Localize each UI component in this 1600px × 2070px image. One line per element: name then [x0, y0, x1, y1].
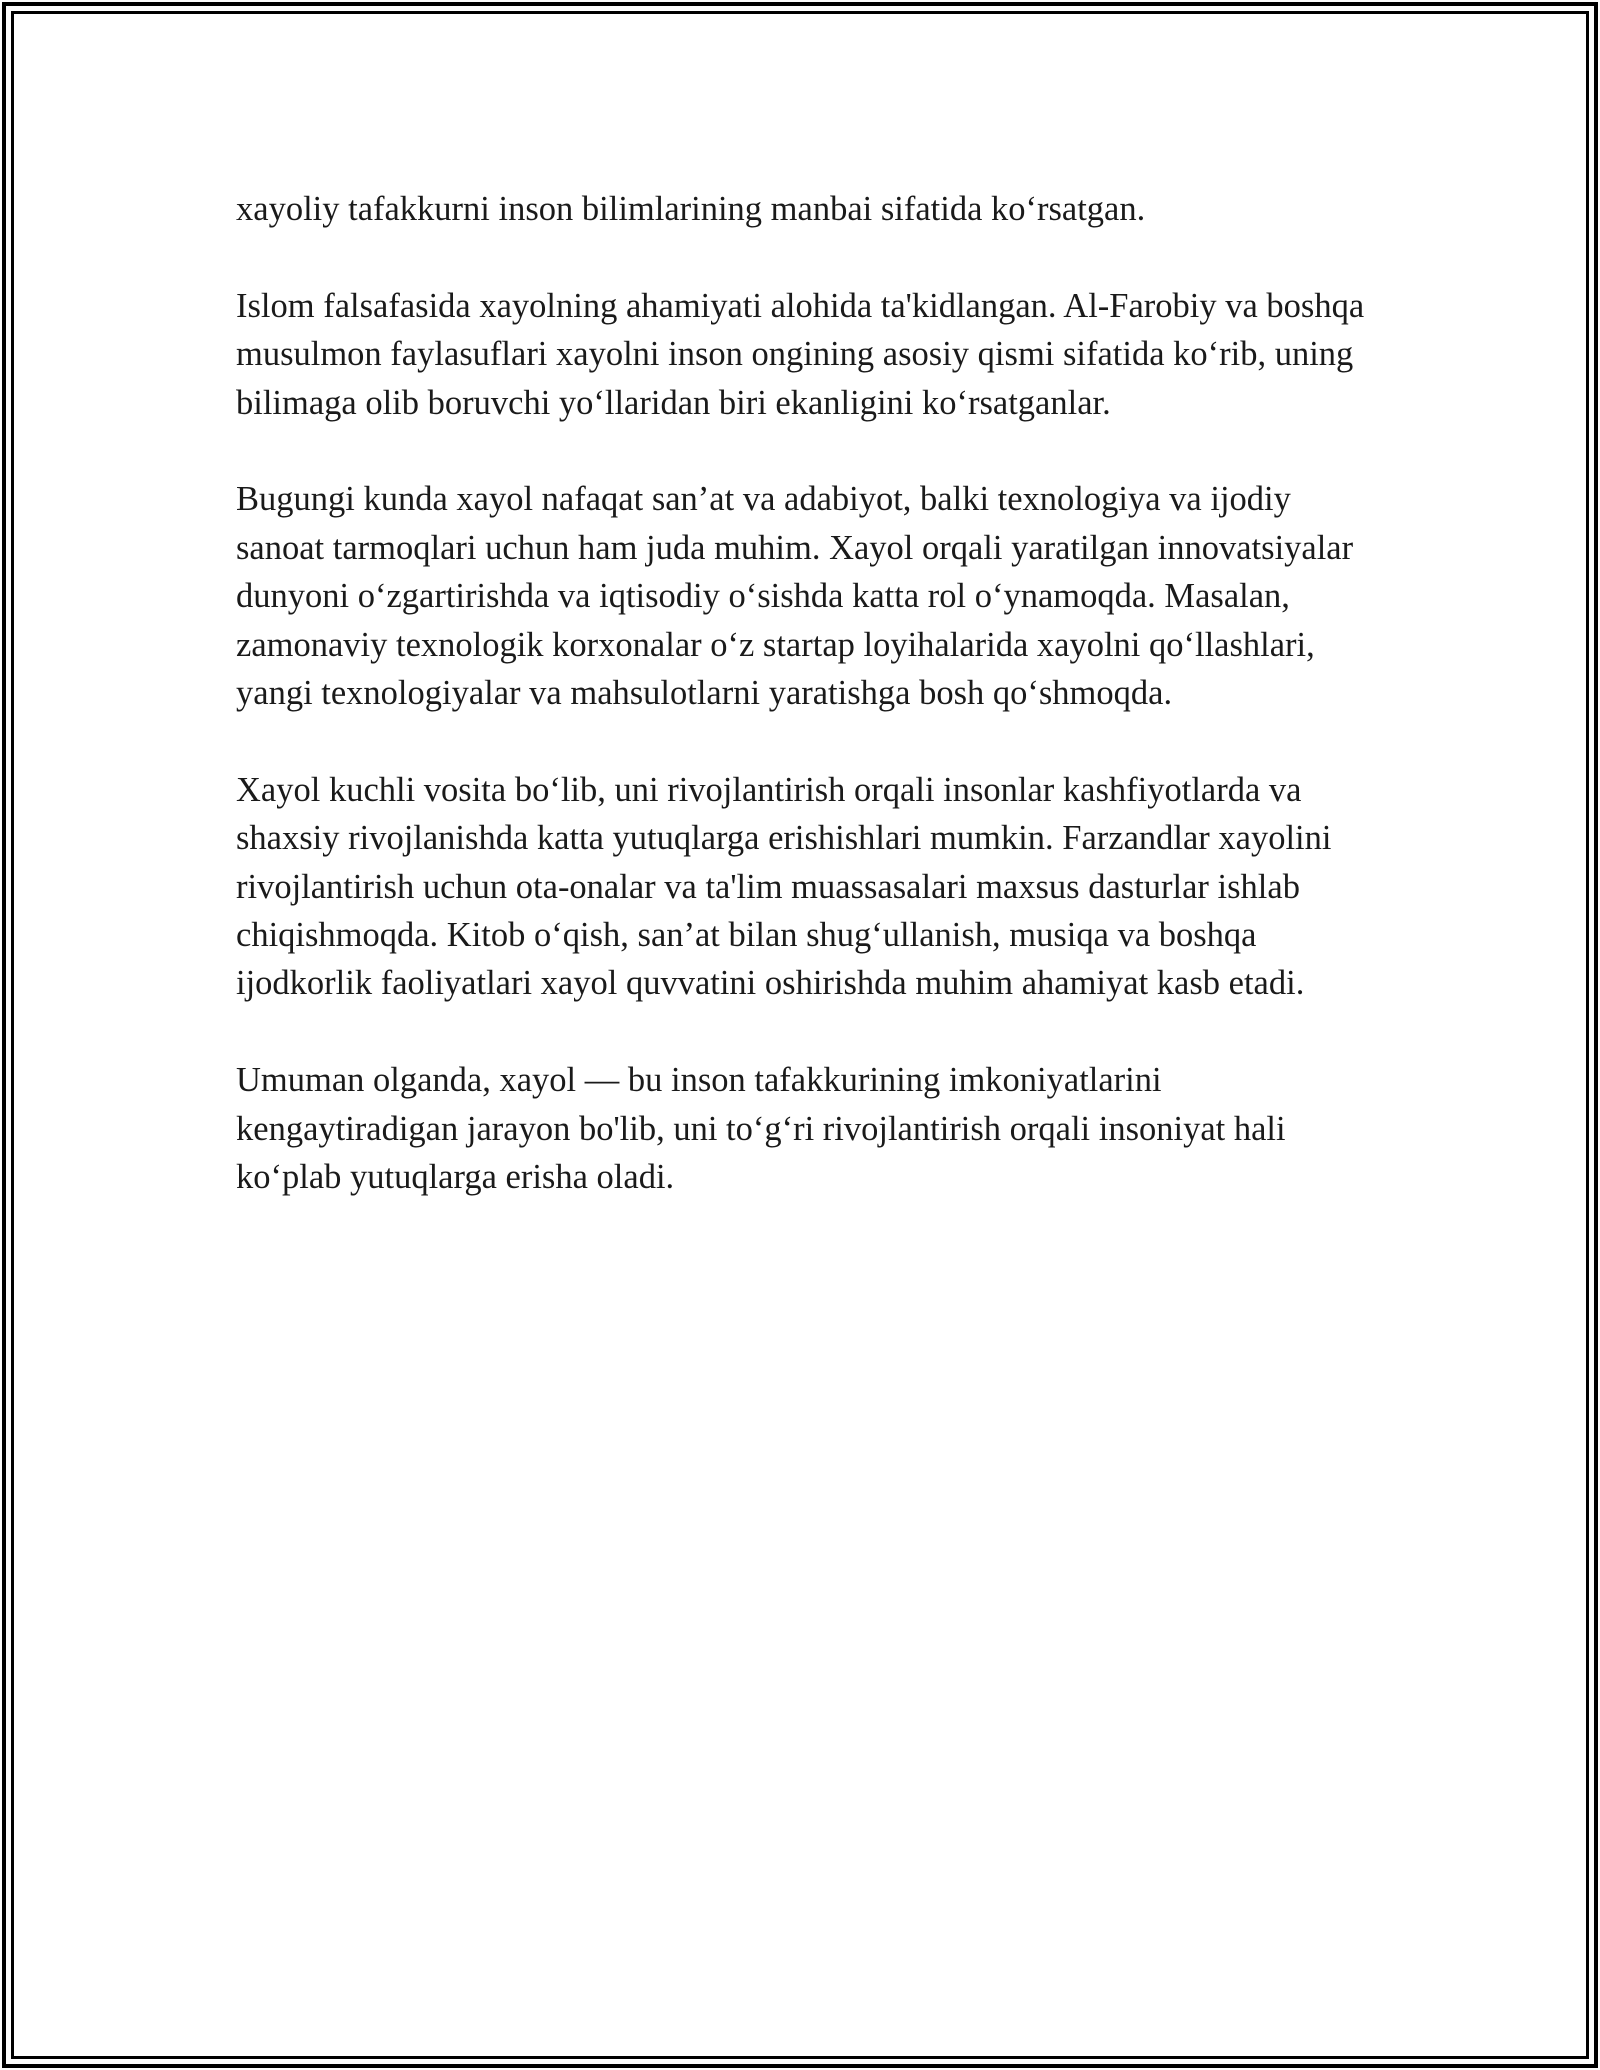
paragraph-5: Umuman olganda, xayol — bu inson tafakkurining imkoniyatlarini kengaytiradigan jarayon bo'lib, uni to‘g‘ri rivojlantirish orqali insoniyat hali ko‘plab yutuqlarga erisha oladi. [236, 1061, 1286, 1197]
paragraph-4: Xayol kuchli vosita bo‘lib, uni rivojlantirish orqali insonlar kashfiyotlarda va shaxsiy rivojlanishda katta yutuqlarga erishishlari mumkin. Farzandlar xayolini rivojlantirish uchun ota-onalar va ta'lim muassasalari maxsus dasturlar ishlab chiqishmoqda. Kitob o‘qish, san’at bilan shug‘ullanish, musiqa va boshqa ijodkorlik faoliyatlari xayol quvvatini oshirishda muhim ahamiyat kasb etadi. [236, 770, 1332, 1003]
paragraph-2: Islom falsafasida xayolning ahamiyati alohida ta'kidlangan. Al-Farobiy va boshqa musulmon faylasuflari xayolni inson ongining asosiy qismi sifatida ko‘rib, uning bilimaga olib boruvchi yo‘llaridan biri ekanligini ko‘rsatganlar. [236, 286, 1365, 422]
document-body [236, 185, 1371, 1250]
paragraph-3: Bugungi kunda xayol nafaqat san’at va adabiyot, balki texnologiya va ijodiy sanoat tarmoqlari uchun ham juda muhim. Xayol orqali yaratilgan innovatsiyalar dunyoni o‘zgartirishda va iqtisodiy o‘sishda katta rol o‘ynamoqda. Masalan, zamonaviy texnologik korxonalar o‘z startap loyihalarida xayolni qo‘llashlari, yangi texnologiyalar va mahsulotlarni yaratishga bosh qo‘shmoqda. [236, 480, 1354, 713]
paragraph-1: xayoliy tafakkurni inson bilimlarining manbai sifatida ko‘rsatgan. [236, 190, 1146, 228]
